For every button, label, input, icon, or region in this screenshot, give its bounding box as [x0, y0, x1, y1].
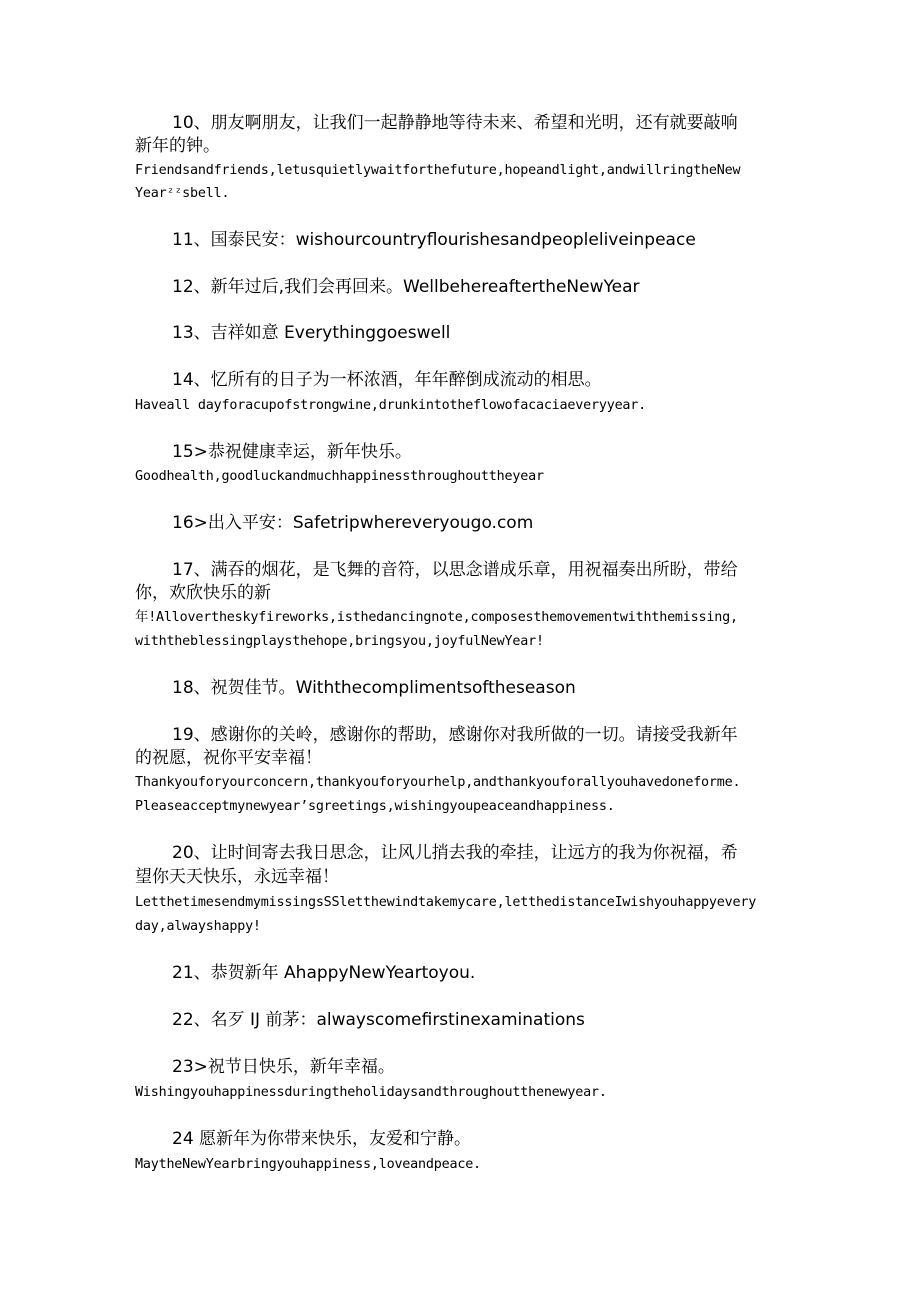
entry-14-line-1: 14、忆所有的日子为一杯浓酒，年年醉倒成流动的相思。 [172, 370, 602, 390]
entry-19-line-3: Thankyouforyourconcern,thankyouforyourhelp,andthankyouforallyouhavedoneforme. [135, 775, 741, 790]
entry-19-line-4: Pleaseacceptmynewyear’sgreetings,wishingyoupeaceandhappiness. [135, 799, 615, 814]
entry-11-line-1: 11、国泰民安：wishourcountryflourishesandpeopleliveinpeace [172, 230, 696, 250]
entry-15-line-2: Goodhealth,goodluckandmuchhappinessthroughouttheyear [135, 469, 544, 484]
entry-10-line-1: 10、朋友啊朋友，让我们一起静静地等待未来、希望和光明，还有就要敲响 [172, 113, 738, 133]
entry-20-line-2: 望你天天快乐，永远幸福！ [135, 867, 339, 887]
entry-13-line-1: 13、吉祥如意 Everythinggoeswell [172, 323, 451, 343]
entry-23-line-2: Wishingyouhappinessduringtheholidaysandthroughoutthenewyear. [135, 1085, 607, 1100]
entry-16-line-1: 16>出入平安：Safetripwhereveryougo.com [172, 513, 534, 533]
entry-10-line-3: Friendsandfriends,letusquietlywaitforthefuture,hopeandlight,andwillringtheNew [135, 163, 741, 178]
entry-20-line-3: LetthetimesendmymissingsSSletthewindtakemycare,letthedistanceIwishyouhappyevery [135, 895, 757, 910]
entry-20-line-4: day,alwayshappy! [135, 919, 261, 934]
entry-10-line-2: 新年的钟。 [135, 136, 220, 156]
entry-21-line-1: 21、恭贺新年 AhappyNewYeartoyou. [172, 963, 476, 983]
entry-17-line-2: 你，欢欣快乐的新 [135, 583, 271, 603]
entry-19-line-1: 19、感谢你的关岭，感谢你的帮助，感谢你对我所做的一切。请接受我新年 [172, 725, 738, 745]
entry-22-line-1: 22、名歹 IJ 前茅：alwayscomefirstinexaminations [172, 1010, 585, 1030]
entry-10-line-4: Yearᶻᶻsbell. [135, 186, 230, 201]
entry-24-line-1: 24 愿新年为你带来快乐，友爱和宁静。 [172, 1129, 472, 1149]
entry-15-line-1: 15>恭祝健康幸运，新年快乐。 [172, 442, 412, 462]
entry-24-line-2: MaytheNewYearbringyouhappiness,loveandpeace. [135, 1157, 481, 1172]
entry-18-line-1: 18、祝贺佳节。Withthecomplimentsoftheseason [172, 678, 576, 698]
entry-17-line-1: 17、满吞的烟花，是飞舞的音符，以思念谱成乐章，用祝福奏出所盼，带给 [172, 560, 738, 580]
entry-12-line-1: 12、新年过后,我们会再回来。WellbehereaftertheNewYear [172, 277, 640, 297]
entry-17-line-3: 年!Allovertheskyfireworks,isthedancingnote,composesthemovementwiththemissing, [135, 610, 738, 625]
entry-14-line-2: Haveall dayforacupofstrongwine,drunkintotheflowofacaciaeveryyear. [135, 398, 647, 413]
entry-20-line-1: 20、让时间寄去我日思念，让风儿捎去我的牵挂，让远方的我为你祝福，希 [172, 843, 738, 863]
entry-19-line-2: 的祝愿，祝你平安幸福！ [135, 748, 322, 768]
entry-23-line-1: 23>祝节日快乐，新年幸福。 [172, 1057, 395, 1077]
entry-17-line-4: withtheblessingplaysthehope,bringsyou,joyfulNewYear! [135, 634, 544, 649]
